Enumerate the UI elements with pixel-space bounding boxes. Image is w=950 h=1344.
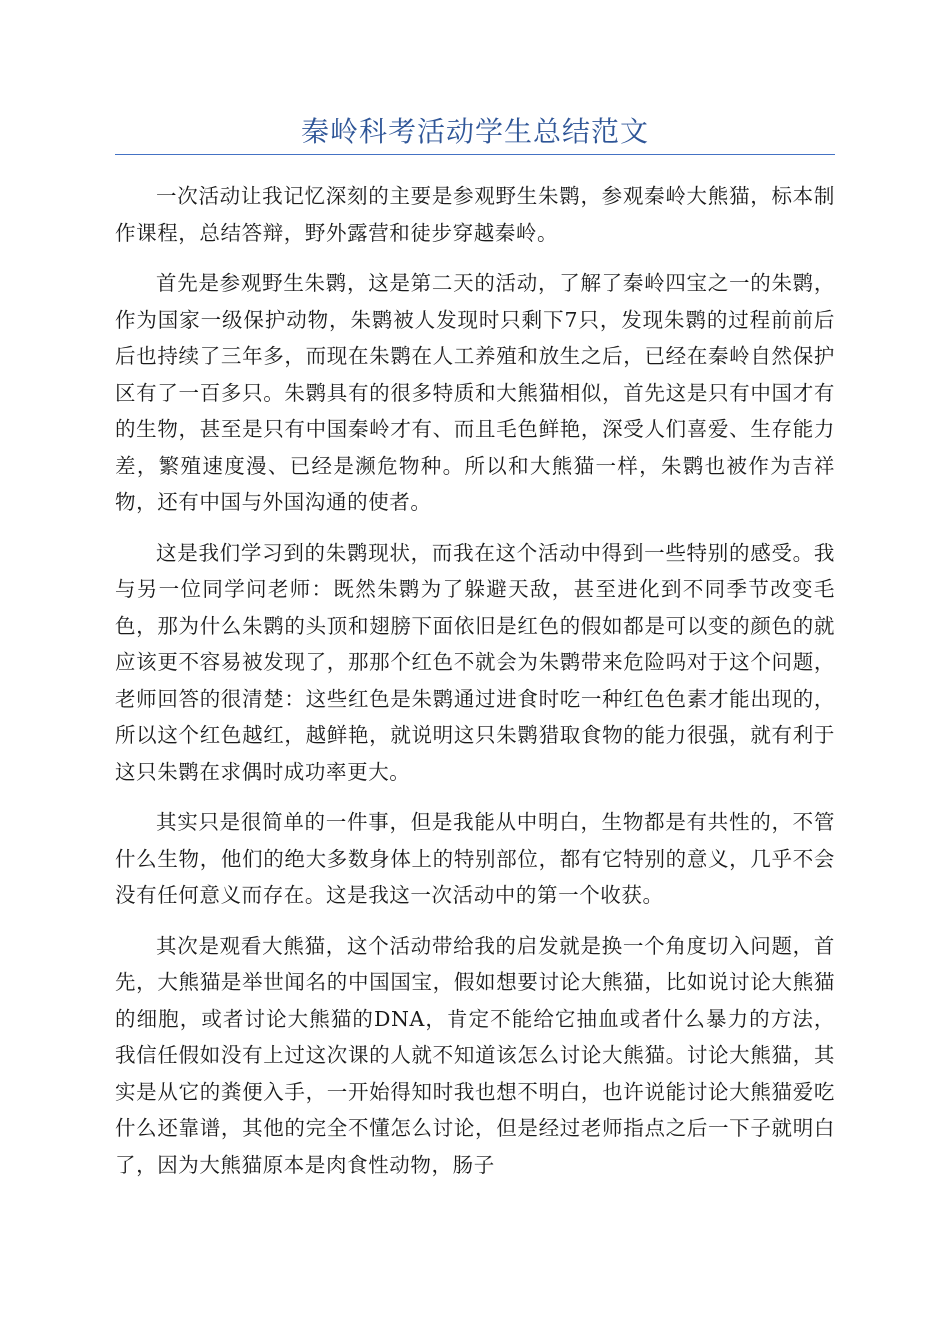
paragraph-1: 一次活动让我记忆深刻的主要是参观野生朱鹮，参观秦岭大熊猫，标本制作课程，总结答辩，野外露营和徒步穿越秦岭。 [115,184,835,245]
document-title: 秦岭科考活动学生总结范文 [300,115,649,148]
document-body [115,178,835,1197]
title-underline [115,154,835,155]
paragraph-4: 其实只是很简单的一件事，但是我能从中明白，生物都是有共性的，不管什么生物，他们的绝大多数身体上的特别部位，都有它特别的意义，几乎不会没有任何意义而存在。这是我这一次活动中的第一个收获。 [115,810,835,907]
document-page [115,0,835,1344]
paragraph-3: 这是我们学习到的朱鹮现状，而我在这个活动中得到一些特别的感受。我与另一位同学问老师：既然朱鹮为了躲避天敌，甚至进化到不同季节改变毛色，那为什么朱鹮的头顶和翅膀下面依旧是红色的假如都是可以变的颜色的就应该更不容易被发现了，那那个红色不就会为朱鹮带来危险吗对于这个问题，老师回答的很清楚：这些红色是朱鹮通过进食时吃一种红色色素才能出现的，所以这个红色越红，越鲜艳，就说明这只朱鹮猎取食物的能力很强，就有利于这只朱鹮在求偶时成功率更大。 [115,540,835,784]
paragraph-2: 首先是参观野生朱鹮，这是第二天的活动，了解了秦岭四宝之一的朱鹮，作为国家一级保护动物，朱鹮被人发现时只剩下7只，发现朱鹮的过程前前后后也持续了三年多，而现在朱鹮在人工养殖和放生之后，已经在秦岭自然保护区有了一百多只。朱鹮具有的很多特质和大熊猫相似，首先这是只有中国才有的生物，甚至是只有中国秦岭才有、而且毛色鲜艳，深受人们喜爱、生存能力差，繁殖速度漫、已经是濒危物种。所以和大熊猫一样，朱鹮也被作为吉祥物，还有中国与外国沟通的使者。 [115,271,835,514]
paragraph-5: 其次是观看大熊猫，这个活动带给我的启发就是换一个角度切入问题，首先，大熊猫是举世闻名的中国国宝，假如想要讨论大熊猫，比如说讨论大熊猫的细胞，或者讨论大熊猫的DNA，肯定不能给它抽血或者什么暴力的方法，我信任假如没有上过这次课的人就不知道该怎么讨论大熊猫。讨论大熊猫，其实是从它的粪便入手，一开始得知时我也想不明白，也许说能讨论大熊猫爱吃什么还靠谱，其他的完全不懂怎么讨论，但是经过老师指点之后一下子就明白了，因为大熊猫原本是肉食性动物，肠子 [115,933,835,1177]
